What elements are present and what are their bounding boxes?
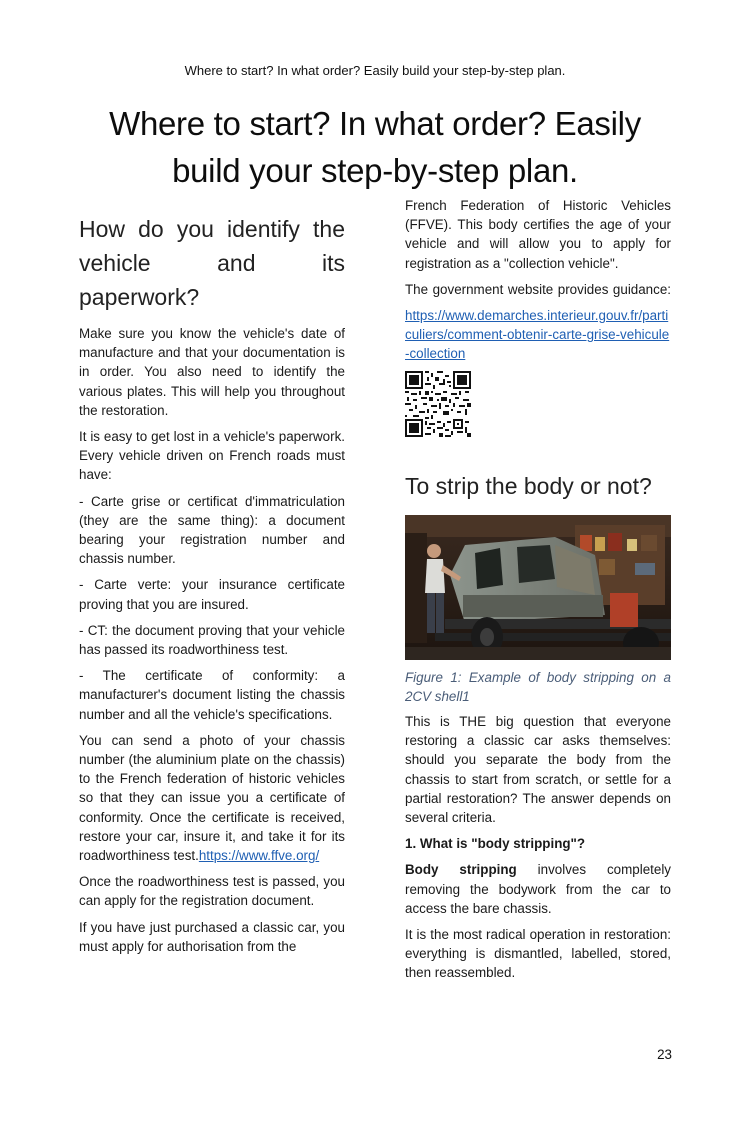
left-column <box>79 212 345 963</box>
paragraph-date-of-manufacture: Make sure you know the vehicle's date of manufacture and that your documentation is in order. You also need to identify the various plates. This will help you throughout the restoration. <box>79 326 345 418</box>
paragraph-government-website: The government website provides guidance: <box>405 281 671 297</box>
subheading-body-stripping: 1. What is "body stripping"? <box>405 836 586 852</box>
page-number: 23 <box>657 1047 672 1062</box>
paragraph-paperwork: It is easy to get lost in a vehicle's paperwork. Every vehicle driven on French roads must have: <box>79 429 345 483</box>
qr-code <box>405 371 471 437</box>
bold-term-body-stripping: Body stripping <box>405 862 517 878</box>
list-item-carte-grise: - Carte grise or certificat d'immatriculation (they are the same thing): a document bearing your registration number and chassis number. <box>79 493 345 567</box>
section-heading-strip-body: To strip the body or not? <box>405 472 652 499</box>
figure-caption: Figure 1: Example of body stripping on a 2CV shell1 <box>405 669 671 704</box>
chassis-photo-text: You can send a photo of your chassis number (the aluminium plate on the chassis) to the French federation of historic vehicles so that they can issue you a certificate of conformity. Once the certificate is received, restore your car, insure it, and take it for its roadworthiness test. <box>79 732 345 864</box>
paragraph-body-stripping-definition <box>405 860 671 918</box>
definition-text: involves completely removing the bodywork from the car to access the bare chassis. <box>405 862 671 916</box>
list-item-carte-verte: - Carte verte: your insurance certificate proving that you are insured. <box>79 577 345 612</box>
paragraph-chassis-photo <box>79 731 345 865</box>
paragraph-ffve-continued: French Federation of Historic Vehicles (FFVE). This body certifies the age of your vehicle and will allow you to apply for registration as a "collection vehicle". <box>405 198 671 271</box>
right-column <box>405 196 671 990</box>
section-heading-identify: How do you identify the vehicle and its paperwork? <box>79 216 345 310</box>
body-stripping-photo <box>405 515 671 660</box>
running-header: Where to start? In what order? Easily build your step-by-step plan. <box>184 63 566 78</box>
paragraph-authorisation: If you have just purchased a classic car, you must apply for authorisation from the <box>79 919 345 954</box>
list-item-certificate-of-conformity: - The certificate of conformity: a manufacturer's document listing the chassis number and all the vehicle's specifications. <box>79 668 345 722</box>
list-item-ct: - CT: the document proving that your vehicle has passed its roadworthiness test. <box>79 622 345 658</box>
paragraph-big-question: This is THE big question that everyone restoring a classic car asks themselves: should you separate the body from the chassis to start from scratch, or settle for a partial restoration? The answer depends on several criteria. <box>405 714 671 826</box>
government-website-link[interactable]: https://www.demarches.interieur.gouv.fr/particuliers/comment-obtenir-carte-grise-vehicule-collection <box>405 308 670 362</box>
ffve-link[interactable]: https://www.ffve.org/ <box>198 848 320 864</box>
paragraph-registration: Once the roadworthiness test is passed, you can apply for the registration document. <box>79 874 345 909</box>
page-title: Where to start? In what order? Easily build your step-by-step plan. <box>109 105 641 189</box>
paragraph-radical-operation: It is the most radical operation in restoration: everything is dismantled, labelled, stored, then reassembled. <box>405 927 671 981</box>
